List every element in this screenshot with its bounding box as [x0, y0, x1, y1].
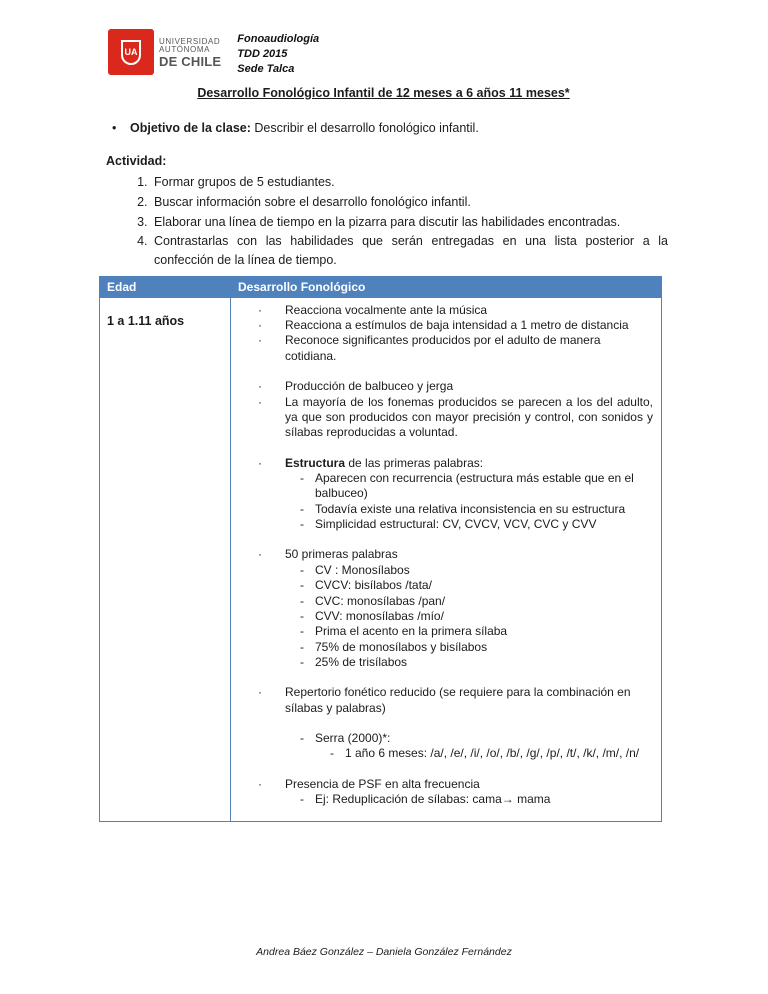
- dash-bullet-marker: -: [300, 654, 304, 669]
- content-item-text: Aparecen con recurrencia (estructura más estable que en el balbuceo): [315, 470, 634, 501]
- content-item: [239, 456, 653, 471]
- content-item: [239, 502, 653, 517]
- content-item: [239, 547, 653, 562]
- university-name-line: UNIVERSIDAD: [159, 36, 221, 46]
- table-row: [100, 298, 661, 822]
- dot-bullet-marker: ·: [258, 318, 262, 333]
- content-item-text: CVC: monosílabas /pan/: [315, 593, 446, 608]
- university-name-line: DE CHILE: [159, 54, 222, 70]
- content-item-text: 75% de monosílabos y bisílabos: [315, 639, 488, 654]
- activity-item: 2. Buscar información sobre el desarrollo fonológico infantil.: [151, 193, 668, 212]
- dash-bullet-marker: -: [300, 501, 304, 516]
- content-item: [239, 303, 653, 318]
- column-header-desarrollo-fonologico: Desarrollo Fonológico: [238, 279, 366, 294]
- dash-bullet-marker: -: [300, 593, 304, 608]
- objective-text: [130, 121, 479, 135]
- university-logo: [108, 29, 221, 75]
- content-item: [239, 609, 653, 624]
- content-item: [239, 594, 653, 609]
- objective-paragraph: [99, 121, 668, 135]
- content-item: [239, 471, 653, 502]
- bullet-marker: •: [112, 121, 117, 135]
- content-item-text: Ej: Reduplicación de sílabas: cama→ mama: [315, 792, 551, 807]
- content-item-text: La mayoría de los fonemas producidos se parecen a los del adulto, ya que son producidos con mayor precisión y control, con sonidos y sílabas reproducidas a voluntad.: [285, 394, 653, 440]
- content-item: [239, 333, 653, 364]
- content-item: [239, 655, 653, 670]
- dot-bullet-marker: ·: [258, 547, 262, 562]
- objective-label: Objetivo de la clase:: [130, 121, 251, 135]
- logo-abbr: UA: [121, 40, 141, 65]
- content-item-text: Repertorio fonético reducido (se requiere para la combinación en sílabas y palabras): [285, 685, 631, 715]
- content-item: [239, 777, 653, 792]
- dash-bullet-marker: -: [330, 746, 334, 761]
- dot-bullet-marker: ·: [258, 379, 262, 394]
- dot-bullet-marker: ·: [258, 333, 262, 348]
- content-item-text: Todavía existe una relativa inconsistencia en su estructura: [315, 501, 626, 516]
- column-header-edad: Edad: [100, 277, 231, 298]
- line-spacer: [239, 716, 653, 731]
- content-item-text: 1 año 6 meses: /a/, /e/, /i/, /o/, /b/, /g/, /p/, /t/, /k/, /m/, /n/: [345, 746, 640, 761]
- content-item-text: Producción de balbuceo y jerga: [285, 379, 454, 394]
- content-item-text: Reconoce significantes producidos por el adulto de manera cotidiana.: [285, 333, 601, 363]
- content-item: [239, 379, 653, 394]
- objective-value: Describir el desarrollo fonológico infantil.: [254, 121, 479, 135]
- header: [108, 29, 319, 77]
- content-item: [239, 731, 653, 746]
- course-line: Sede Talca: [237, 62, 295, 75]
- content-item: [239, 685, 653, 716]
- dash-bullet-marker: -: [300, 517, 304, 532]
- age-cell: [100, 298, 231, 822]
- dot-bullet-marker: ·: [258, 685, 262, 700]
- content-item: [239, 318, 653, 333]
- footer-authors: Andrea Báez González – Daniela González Fernández: [256, 946, 512, 958]
- line-spacer: [239, 762, 653, 777]
- content-item-text: 25% de trisílabos: [315, 654, 408, 669]
- dash-bullet-marker: -: [300, 470, 304, 485]
- dash-bullet-marker: -: [300, 792, 304, 807]
- content-item-text: CV : Monosílabos: [315, 562, 410, 577]
- activity-item: 1. Formar grupos de 5 estudiantes.: [151, 173, 668, 192]
- dash-bullet-marker: -: [300, 731, 304, 746]
- course-line: TDD 2015: [237, 47, 288, 60]
- content-item: [239, 640, 653, 655]
- dash-bullet-marker: -: [300, 608, 304, 623]
- content-item: [239, 746, 653, 761]
- content-item-text: Estructura de las primeras palabras:: [285, 455, 484, 470]
- content-item: [239, 578, 653, 593]
- university-name: [159, 35, 221, 70]
- content-item: [239, 395, 653, 441]
- dash-bullet-marker: -: [300, 562, 304, 577]
- course-line: Fonoaudiología: [237, 33, 320, 45]
- content-item: [239, 563, 653, 578]
- line-spacer: [239, 670, 653, 685]
- content-item: [239, 792, 653, 807]
- content-item-text: Presencia de PSF en alta frecuencia: [285, 776, 480, 791]
- dash-bullet-marker: -: [300, 624, 304, 639]
- line-spacer: [239, 364, 653, 379]
- page-title: Desarrollo Fonológico Infantil de 12 meses a 6 años 11 meses*: [197, 86, 570, 100]
- university-name-line: AUTÓNOMA: [159, 45, 211, 55]
- activity-item: 4. Contrastarlas con las habilidades que serán entregadas en una lista posterior a la confección de la línea de tiempo.: [151, 232, 668, 270]
- line-spacer: [239, 441, 653, 456]
- dot-bullet-marker: ·: [258, 394, 262, 409]
- dash-bullet-marker: -: [300, 639, 304, 654]
- content-item-text: Reacciona vocalmente ante la música: [285, 302, 488, 317]
- content-item-text: CVV: monosílabas /mío/: [315, 608, 444, 623]
- activity-list: [99, 173, 668, 270]
- content-item-text: CVCV: bisílabos /tata/: [315, 578, 432, 593]
- activity-heading: Actividad:: [106, 154, 167, 168]
- content-item-text: 50 primeras palabras: [285, 547, 398, 562]
- dash-bullet-marker: -: [300, 578, 304, 593]
- activity-item: 3. Elaborar una línea de tiempo en la pizarra para discutir las habilidades encontradas.: [151, 213, 668, 232]
- dot-bullet-marker: ·: [258, 302, 262, 317]
- development-cell: [231, 298, 661, 822]
- table-header-row: [100, 277, 661, 298]
- phonology-table: [99, 276, 662, 823]
- line-spacer: [239, 532, 653, 547]
- content-item-text: Prima el acento en la primera sílaba: [315, 624, 508, 639]
- content-item-text: Simplicidad estructural: CV, CVCV, VCV, CVC y CVV: [315, 517, 597, 532]
- content-item-text: Reacciona a estímulos de baja intensidad a 1 metro de distancia: [285, 318, 629, 333]
- age-value: 1 a 1.11 años: [107, 313, 185, 328]
- dot-bullet-marker: ·: [258, 455, 262, 470]
- logo-shield-icon: [108, 29, 154, 75]
- content-item: [239, 517, 653, 532]
- course-info: [237, 29, 319, 77]
- content-item-text: Serra (2000)*:: [315, 731, 391, 746]
- dot-bullet-marker: ·: [258, 776, 262, 791]
- content-item: [239, 624, 653, 639]
